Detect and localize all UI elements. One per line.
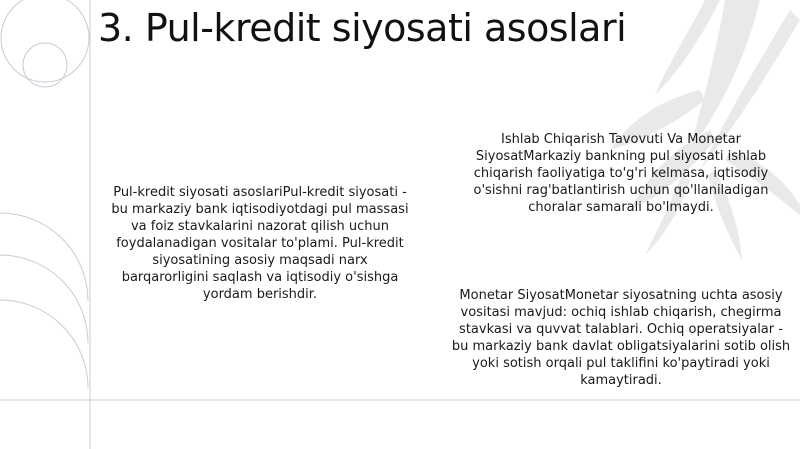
slide-title: 3. Pul-kredit siyosati asoslari (98, 6, 627, 50)
leaf-watermark (610, 0, 800, 260)
left-text-block: Pul-kredit siyosati asoslariPul-kredit siyosati - bu markaziy bank iqtisodiyotdagi pul massasi va foiz stavkalarini nazorat qilish uchun foydalanadigan vositalar to'plami. Pul-kredit siyosatining asosiy maqsadi narx barqarorligini saqlash va iqtisodiy o'sishga yordam berishdir. (111, 185, 409, 302)
right-bottom-text-block: Monetar SiyosatMonetar siyosatning uchta asosiy vositasi mavjud: ochiq ishlab chiqarish, chegirma stavkasi va quvvat talablari. Ochiq operatsiyalar - bu markaziy bank davlat obligatsiyalarini sotib olish yoki sotish orqali pul taklifini ko'paytiradi yoki kamaytiradi. (451, 288, 791, 388)
right-top-text-block: Ishlab Chiqarish Tavovuti Va Monetar SiyosatMarkaziy bankning pul siyosati ishlab chiqarish faoliyatiga to'g'ri kelmasa, iqtisodiy o'sishni rag'batlantirish uchun qo'llaniladigan choralar samarali bo'lmaydi. (473, 132, 769, 215)
